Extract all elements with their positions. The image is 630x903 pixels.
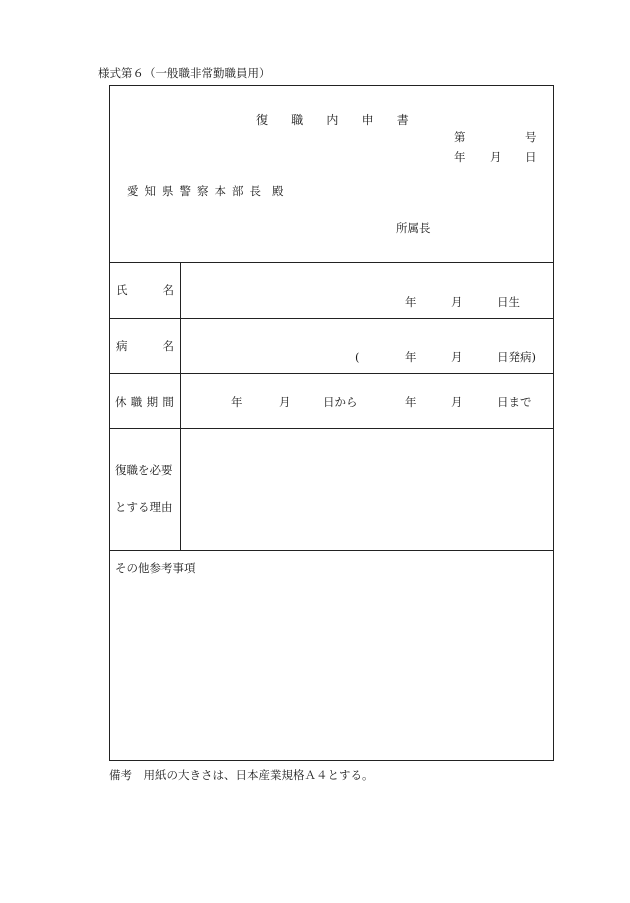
date-month: 月 (490, 150, 502, 164)
onset-day: 日発病) (497, 350, 536, 364)
other-notes-label: その他参考事項 (115, 561, 196, 575)
addressee: 愛知県警察本部長 (127, 184, 267, 198)
onset-month: 月 (451, 350, 463, 364)
illness-label: 病名 (116, 339, 209, 353)
onset-open-paren: ( (355, 350, 360, 364)
period-from-year: 年 (231, 395, 243, 409)
date-day: 日 (525, 150, 537, 164)
period-to-year: 年 (405, 395, 417, 409)
birth-day: 日生 (497, 295, 520, 309)
sender-label: 所属長 (396, 221, 431, 235)
form-label: 様式第６（一般職非常勤職員用） (98, 66, 271, 80)
birth-year: 年 (405, 295, 417, 309)
remarks-note: 備考 用紙の大きさは、日本産業規格Ａ４とする。 (109, 768, 374, 782)
onset-year: 年 (405, 350, 417, 364)
document-title: 復職内申書 (256, 113, 433, 127)
divider-name-bottom (109, 318, 554, 319)
divider-period-bottom (109, 428, 554, 429)
period-from-day: 日から (323, 395, 358, 409)
period-to-month: 月 (451, 395, 463, 409)
reason-label-line2: とする理由 (115, 500, 173, 514)
reason-label-line1: 復職を必要 (115, 463, 173, 477)
date-year: 年 (454, 150, 466, 164)
honorific: 殿 (272, 184, 284, 198)
period-from-month: 月 (279, 395, 291, 409)
period-to-day: 日まで (497, 395, 532, 409)
divider-header-bottom (109, 262, 554, 263)
name-label: 氏名 (116, 283, 209, 297)
doc-number-prefix: 第 (454, 130, 466, 144)
divider-reason-bottom (109, 550, 554, 551)
birth-month: 月 (451, 295, 463, 309)
doc-number-suffix: 号 (525, 130, 537, 144)
label-column-divider (180, 262, 181, 550)
divider-illness-bottom (109, 373, 554, 374)
leave-period-label: 休職期間 (115, 395, 179, 409)
